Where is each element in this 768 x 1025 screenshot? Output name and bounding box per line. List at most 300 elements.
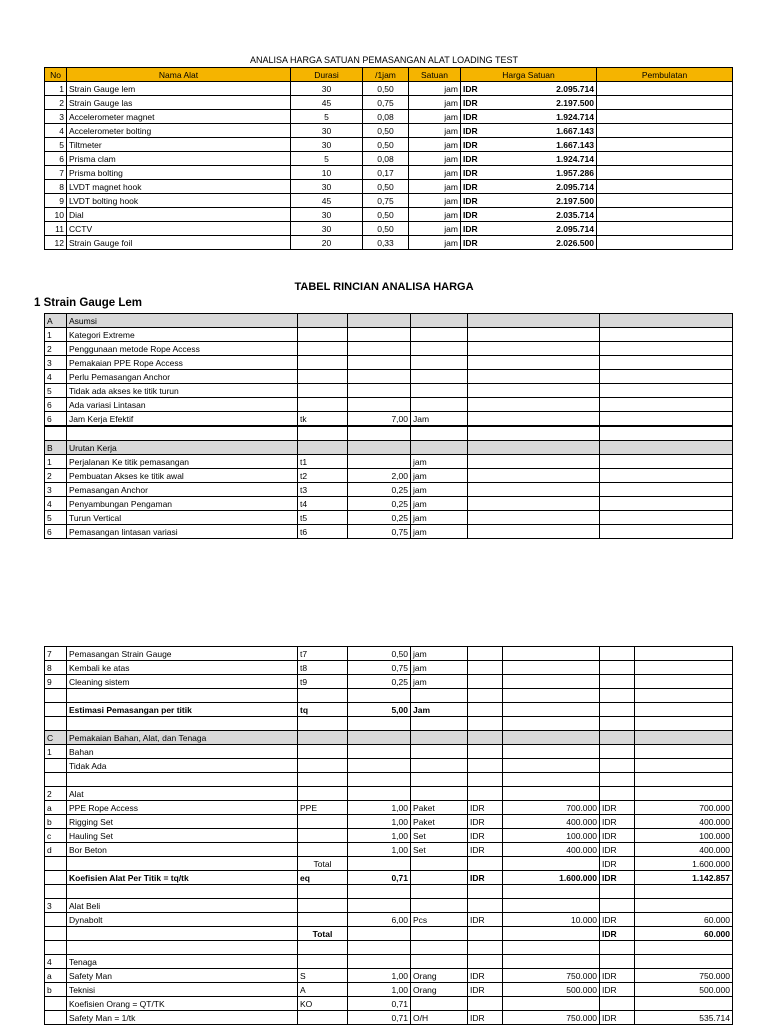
table-cell: 9 xyxy=(45,675,67,689)
rounding-cell xyxy=(597,236,733,250)
table-cell xyxy=(635,773,733,787)
table-cell xyxy=(298,398,348,412)
table-cell: 0,50 xyxy=(363,82,409,96)
currency-label: IDR xyxy=(463,181,478,192)
table-cell xyxy=(503,745,600,759)
table-cell: jam xyxy=(411,647,468,661)
table-cell xyxy=(67,927,298,941)
table-cell xyxy=(411,314,468,328)
table-cell xyxy=(348,955,411,969)
header-cell: No xyxy=(45,68,67,82)
price-cell xyxy=(461,152,597,166)
table-cell: IDR xyxy=(600,969,635,983)
table-cell: 1 xyxy=(45,455,67,469)
table-cell: 0,71 xyxy=(348,1011,411,1025)
table-cell xyxy=(635,885,733,899)
table-cell: CCTV xyxy=(67,222,291,236)
table-row xyxy=(45,194,733,208)
price-cell xyxy=(461,110,597,124)
table-cell xyxy=(411,899,468,913)
table-cell: Asumsi xyxy=(67,314,298,328)
table-row xyxy=(45,759,733,773)
table-cell xyxy=(468,328,600,342)
table-cell: PPE Rope Access xyxy=(67,801,298,815)
table-cell xyxy=(298,717,348,731)
table-row xyxy=(45,180,733,194)
table-cell: 100.000 xyxy=(503,829,600,843)
table-cell: 0,50 xyxy=(363,222,409,236)
table-cell xyxy=(600,773,635,787)
price-cell xyxy=(461,124,597,138)
table-cell xyxy=(298,356,348,370)
header-cell: Harga Satuan xyxy=(461,68,597,82)
table-row xyxy=(45,497,733,511)
price-cell xyxy=(461,180,597,194)
table-cell: 750.000 xyxy=(503,1011,600,1025)
table-cell: 0,50 xyxy=(363,138,409,152)
table-cell xyxy=(503,997,600,1011)
table-cell: jam xyxy=(409,96,461,110)
table-cell: A xyxy=(298,983,348,997)
table-cell: 6 xyxy=(45,412,67,427)
table-cell xyxy=(348,342,411,356)
table-cell: Pembuatan Akses ke titik awal xyxy=(67,469,298,483)
table-cell: Safety Man = 1/tk xyxy=(67,1011,298,1025)
table-cell xyxy=(468,675,503,689)
table-cell xyxy=(411,885,468,899)
table-cell xyxy=(67,885,298,899)
table-cell: IDR xyxy=(468,801,503,815)
price-value: 2.095.714 xyxy=(556,181,594,192)
table-cell: tk xyxy=(298,412,348,427)
table-cell: Teknisi xyxy=(67,983,298,997)
table-cell xyxy=(600,511,733,525)
table-cell: Penyambungan Pengaman xyxy=(67,497,298,511)
table-cell: Alat xyxy=(67,787,298,801)
table-cell: 4 xyxy=(45,497,67,511)
table-cell: t4 xyxy=(298,497,348,511)
table-cell: 0,75 xyxy=(348,661,411,675)
table-cell: 45 xyxy=(291,96,363,110)
table-cell xyxy=(348,455,411,469)
table-cell xyxy=(298,955,348,969)
table-cell xyxy=(348,927,411,941)
table-cell: 0,25 xyxy=(348,497,411,511)
table-cell: 500.000 xyxy=(503,983,600,997)
currency-label: IDR xyxy=(463,153,478,164)
table-cell: 4 xyxy=(45,370,67,384)
table-row xyxy=(45,801,733,815)
table-cell: Cleaning sistem xyxy=(67,675,298,689)
table-row xyxy=(45,675,733,689)
table-cell: PPE xyxy=(298,801,348,815)
table-cell xyxy=(635,689,733,703)
table-cell: 0,71 xyxy=(348,871,411,885)
table-cell xyxy=(503,717,600,731)
table-cell: t9 xyxy=(298,675,348,689)
header-cell: Pembulatan xyxy=(597,68,733,82)
table-cell: S xyxy=(298,969,348,983)
table-cell: 0,50 xyxy=(363,124,409,138)
table-cell: 45 xyxy=(291,194,363,208)
table-cell: Safety Man xyxy=(67,969,298,983)
table-cell: 60.000 xyxy=(635,927,733,941)
table-cell: IDR xyxy=(600,983,635,997)
table-cell: jam xyxy=(409,138,461,152)
table-cell: Strain Gauge lem xyxy=(67,82,291,96)
table-cell: Hauling Set xyxy=(67,829,298,843)
table-cell xyxy=(348,773,411,787)
table-row xyxy=(45,483,733,497)
table-cell xyxy=(67,941,298,955)
table-cell xyxy=(600,483,733,497)
currency-label: IDR xyxy=(463,167,478,178)
table-row xyxy=(45,96,733,110)
table-cell xyxy=(411,384,468,398)
table-cell xyxy=(468,661,503,675)
table-cell xyxy=(411,787,468,801)
table-cell: 3 xyxy=(45,356,67,370)
table-cell: 2 xyxy=(45,787,67,801)
table-cell: a xyxy=(45,801,67,815)
table-cell xyxy=(468,525,600,539)
table-cell xyxy=(348,759,411,773)
table-cell: 400.000 xyxy=(635,843,733,857)
table-cell: IDR xyxy=(468,983,503,997)
table-cell xyxy=(348,426,411,441)
price-cell xyxy=(461,194,597,208)
table-cell: Alat Beli xyxy=(67,899,298,913)
table-cell: 6 xyxy=(45,525,67,539)
table-cell xyxy=(298,913,348,927)
table-cell xyxy=(600,441,733,455)
table-row xyxy=(45,703,733,717)
table-cell xyxy=(468,941,503,955)
table-cell: 5 xyxy=(291,152,363,166)
table-cell: jam xyxy=(409,194,461,208)
table-cell: eq xyxy=(298,871,348,885)
table-cell: t5 xyxy=(298,511,348,525)
table-cell: 0,71 xyxy=(348,997,411,1011)
table-row xyxy=(45,124,733,138)
table-cell: IDR xyxy=(468,843,503,857)
table-cell xyxy=(600,689,635,703)
price-cell xyxy=(461,222,597,236)
table-cell: 700.000 xyxy=(635,801,733,815)
table-cell: Pcs xyxy=(411,913,468,927)
table-cell: 0,50 xyxy=(363,208,409,222)
table-cell xyxy=(635,899,733,913)
table-cell xyxy=(411,871,468,885)
table-row xyxy=(45,166,733,180)
table-row xyxy=(45,997,733,1011)
table-cell: 10 xyxy=(291,166,363,180)
table-cell: 10 xyxy=(45,208,67,222)
table-cell: 9 xyxy=(45,194,67,208)
table-cell xyxy=(468,511,600,525)
table-cell xyxy=(635,955,733,969)
table-cell xyxy=(411,398,468,412)
table-cell: Jam xyxy=(411,703,468,717)
table-cell xyxy=(411,689,468,703)
table-row xyxy=(45,969,733,983)
table-cell xyxy=(45,773,67,787)
table-cell xyxy=(468,441,600,455)
table-cell: tq xyxy=(298,703,348,717)
table-row xyxy=(45,871,733,885)
table-cell: 11 xyxy=(45,222,67,236)
table-cell xyxy=(468,483,600,497)
table-cell xyxy=(45,941,67,955)
table-cell xyxy=(298,745,348,759)
header-cell: Satuan xyxy=(409,68,461,82)
price-value: 2.095.714 xyxy=(556,83,594,94)
table-cell xyxy=(45,913,67,927)
table-cell xyxy=(298,384,348,398)
table-cell: jam xyxy=(411,497,468,511)
table-cell xyxy=(503,759,600,773)
table-cell xyxy=(635,717,733,731)
price-cell xyxy=(461,236,597,250)
table-cell xyxy=(348,689,411,703)
table-cell xyxy=(635,661,733,675)
table-row xyxy=(45,899,733,913)
table-cell xyxy=(600,745,635,759)
rounding-cell xyxy=(597,222,733,236)
table-cell: Strain Gauge las xyxy=(67,96,291,110)
table-cell: t3 xyxy=(298,483,348,497)
table-cell xyxy=(468,356,600,370)
table-row xyxy=(45,661,733,675)
table-cell xyxy=(468,342,600,356)
table-cell xyxy=(503,647,600,661)
table-row xyxy=(45,1011,733,1025)
table-cell xyxy=(503,703,600,717)
table-cell: jam xyxy=(409,208,461,222)
table-row xyxy=(45,955,733,969)
table-cell xyxy=(635,759,733,773)
detail-table-part2 xyxy=(44,646,733,1025)
table-row xyxy=(45,525,733,539)
rounding-cell xyxy=(597,138,733,152)
currency-label: IDR xyxy=(463,237,478,248)
table-row xyxy=(45,647,733,661)
table-cell: 30 xyxy=(291,82,363,96)
table-cell: C xyxy=(45,731,67,745)
table-cell: t1 xyxy=(298,455,348,469)
table-cell: Turun Vertical xyxy=(67,511,298,525)
table-row xyxy=(45,511,733,525)
table-cell xyxy=(503,885,600,899)
table-cell xyxy=(468,759,503,773)
table-cell xyxy=(298,885,348,899)
detail-table-part1 xyxy=(44,313,733,539)
price-value: 1.924.714 xyxy=(556,153,594,164)
table-cell: 2 xyxy=(45,342,67,356)
table-cell: 1,00 xyxy=(348,843,411,857)
table-cell: IDR xyxy=(600,1011,635,1025)
table-cell xyxy=(468,497,600,511)
table-cell xyxy=(468,997,503,1011)
table-cell: 0,50 xyxy=(348,647,411,661)
table-cell xyxy=(600,384,733,398)
table-cell: 20 xyxy=(291,236,363,250)
table-row xyxy=(45,82,733,96)
table-cell: 0,50 xyxy=(363,180,409,194)
table-row xyxy=(45,412,733,427)
table-cell xyxy=(348,328,411,342)
table-cell xyxy=(411,356,468,370)
table-cell xyxy=(468,647,503,661)
table-cell: 7 xyxy=(45,647,67,661)
table-cell xyxy=(298,314,348,328)
table-cell: 0,75 xyxy=(348,525,411,539)
table-cell xyxy=(45,703,67,717)
table-cell: O/H xyxy=(411,1011,468,1025)
table-cell xyxy=(468,927,503,941)
table-cell xyxy=(600,497,733,511)
table-cell: Bahan xyxy=(67,745,298,759)
table-cell: Jam xyxy=(411,412,468,427)
table-cell: b xyxy=(45,983,67,997)
table-cell: 0,25 xyxy=(348,511,411,525)
table-cell: a xyxy=(45,969,67,983)
table-cell: jam xyxy=(409,124,461,138)
table-cell: Dynabolt xyxy=(67,913,298,927)
table-cell: 0,08 xyxy=(363,110,409,124)
table-cell xyxy=(348,857,411,871)
table-cell xyxy=(635,675,733,689)
table-cell: Pemasangan Strain Gauge xyxy=(67,647,298,661)
table-cell xyxy=(468,314,600,328)
table-cell: Pemasangan Anchor xyxy=(67,483,298,497)
table-row xyxy=(45,342,733,356)
table-cell xyxy=(600,899,635,913)
table-cell xyxy=(411,759,468,773)
currency-label: IDR xyxy=(463,195,478,206)
table-row xyxy=(45,815,733,829)
table-header-row xyxy=(45,68,733,82)
table-cell xyxy=(67,689,298,703)
table-cell: IDR xyxy=(600,857,635,871)
table-row xyxy=(45,236,733,250)
table-cell xyxy=(600,342,733,356)
table-row xyxy=(45,222,733,236)
table-cell xyxy=(67,857,298,871)
table-cell xyxy=(298,731,348,745)
table-cell xyxy=(67,717,298,731)
table-cell: d xyxy=(45,843,67,857)
table-cell: 0,17 xyxy=(363,166,409,180)
table-cell: 0,25 xyxy=(348,483,411,497)
table-cell: LVDT bolting hook xyxy=(67,194,291,208)
table-cell xyxy=(298,829,348,843)
table-cell: jam xyxy=(411,525,468,539)
table-cell: Strain Gauge foil xyxy=(67,236,291,250)
rounding-cell xyxy=(597,110,733,124)
table-cell: jam xyxy=(409,180,461,194)
table-cell xyxy=(348,885,411,899)
table-cell xyxy=(600,647,635,661)
table-cell xyxy=(411,328,468,342)
price-value: 1.667.143 xyxy=(556,125,594,136)
table-cell xyxy=(411,941,468,955)
table-cell: 1,00 xyxy=(348,983,411,997)
table-cell xyxy=(635,647,733,661)
table-cell xyxy=(503,787,600,801)
table-cell xyxy=(411,927,468,941)
table-cell xyxy=(600,525,733,539)
table-cell xyxy=(468,885,503,899)
price-cell xyxy=(461,96,597,110)
table-cell xyxy=(298,370,348,384)
table-cell: Perlu Pemasangan Anchor xyxy=(67,370,298,384)
table-cell xyxy=(298,941,348,955)
table-cell: b xyxy=(45,815,67,829)
table-cell xyxy=(348,441,411,455)
table-cell xyxy=(503,661,600,675)
table-cell: 100.000 xyxy=(635,829,733,843)
table-cell xyxy=(298,1011,348,1025)
table-cell xyxy=(600,787,635,801)
table-cell: 30 xyxy=(291,222,363,236)
table-cell xyxy=(348,314,411,328)
table-cell xyxy=(45,426,67,441)
table-cell: Jam Kerja Efektif xyxy=(67,412,298,427)
table-row xyxy=(45,717,733,731)
table-cell: 1,00 xyxy=(348,969,411,983)
table-cell: Set xyxy=(411,843,468,857)
price-value: 1.957.286 xyxy=(556,167,594,178)
table-cell xyxy=(45,689,67,703)
rounding-cell xyxy=(597,194,733,208)
rounding-cell xyxy=(597,166,733,180)
table-cell xyxy=(600,759,635,773)
table-cell xyxy=(468,955,503,969)
price-cell xyxy=(461,208,597,222)
table-cell: 30 xyxy=(291,124,363,138)
table-cell xyxy=(503,857,600,871)
currency-label: IDR xyxy=(463,97,478,108)
table-cell xyxy=(468,689,503,703)
table-cell: t7 xyxy=(298,647,348,661)
table-cell: 1.600.000 xyxy=(503,871,600,885)
table-cell xyxy=(298,342,348,356)
table-cell xyxy=(503,675,600,689)
table-row xyxy=(45,370,733,384)
table-cell xyxy=(298,899,348,913)
price-value: 2.197.500 xyxy=(556,97,594,108)
table-cell xyxy=(348,745,411,759)
table-cell: 535.714 xyxy=(635,1011,733,1025)
table-cell: 2 xyxy=(45,96,67,110)
table-cell: LVDT magnet hook xyxy=(67,180,291,194)
table-row xyxy=(45,356,733,370)
table-cell: 3 xyxy=(45,899,67,913)
header-cell: Nama Alat xyxy=(67,68,291,82)
table-cell: t6 xyxy=(298,525,348,539)
header-cell: Durasi xyxy=(291,68,363,82)
table-cell: 6,00 xyxy=(348,913,411,927)
table-cell: Koefisien Orang = QT/TK xyxy=(67,997,298,1011)
table-cell: IDR xyxy=(468,969,503,983)
table-cell: 30 xyxy=(291,138,363,152)
table-cell: Urutan Kerja xyxy=(67,441,298,455)
table-cell xyxy=(503,773,600,787)
table-cell: Kategori Extreme xyxy=(67,328,298,342)
table-cell: Orang xyxy=(411,969,468,983)
table-cell xyxy=(635,745,733,759)
